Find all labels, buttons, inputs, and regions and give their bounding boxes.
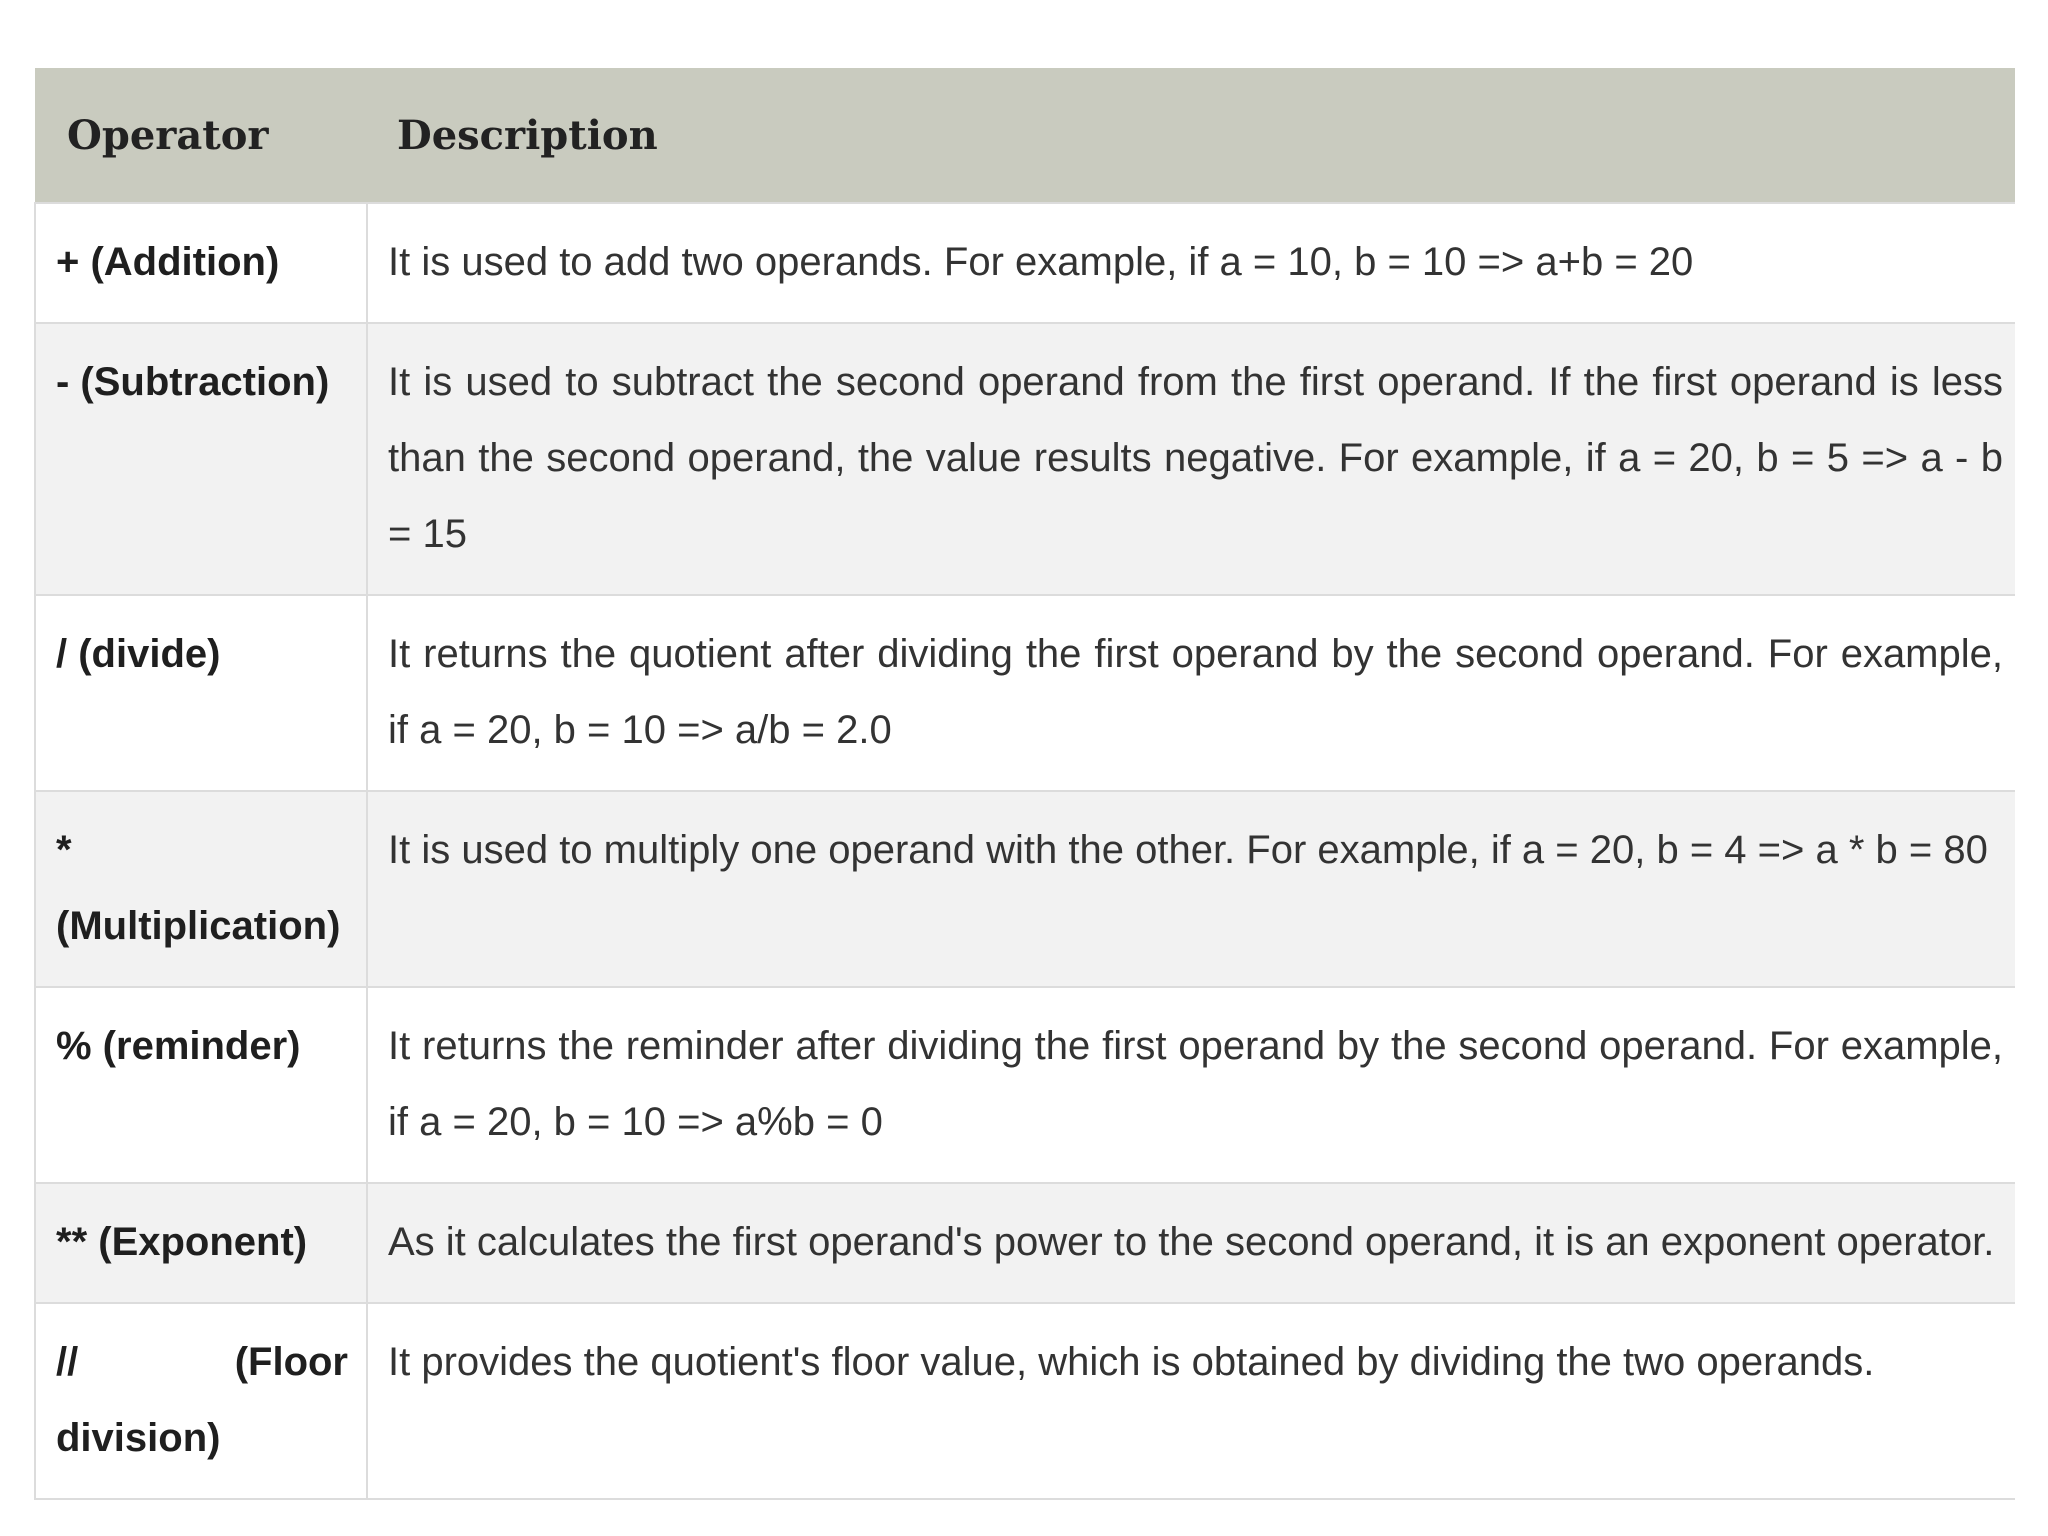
header-operator: Operator bbox=[67, 111, 269, 159]
table-row bbox=[35, 203, 2015, 323]
table-row bbox=[35, 987, 2015, 1183]
operator-cell: * (Multiplication) bbox=[35, 791, 367, 987]
operator-cell: - (Subtraction) bbox=[35, 323, 367, 595]
header-description: Description bbox=[397, 111, 658, 159]
description-cell: It returns the quotient after dividing the first operand by the second operand. For example, if a = 20, b = 10 => a/b = 2.0 bbox=[367, 595, 2015, 791]
operators-table bbox=[34, 68, 2015, 1500]
operator-cell: ** (Exponent) bbox=[35, 1183, 367, 1303]
description-cell: It is used to multiply one operand with the other. For example, if a = 20, b = 4 => a * b = 80 bbox=[367, 791, 2015, 987]
description-cell: It returns the reminder after dividing the first operand by the second operand. For example, if a = 20, b = 10 => a%b = 0 bbox=[367, 987, 2015, 1183]
description-cell: As it calculates the first operand's power to the second operand, it is an exponent operator. bbox=[367, 1183, 2015, 1303]
operator-cell: // (Floor division) bbox=[35, 1303, 367, 1499]
operator-cell: / (divide) bbox=[35, 595, 367, 791]
table-row bbox=[35, 1183, 2015, 1303]
operator-cell: % (reminder) bbox=[35, 987, 367, 1183]
table-row bbox=[35, 323, 2015, 595]
description-cell: It is used to add two operands. For example, if a = 10, b = 10 => a+b = 20 bbox=[367, 203, 2015, 323]
description-cell: It provides the quotient's floor value, which is obtained by dividing the two operands. bbox=[367, 1303, 2015, 1499]
operator-cell: + (Addition) bbox=[35, 203, 367, 323]
description-cell: It is used to subtract the second operand from the first operand. If the first operand is less than the second operand, the value results negative. For example, if a = 20, b = 5 => a - b = 15 bbox=[367, 323, 2015, 595]
table-row bbox=[35, 791, 2015, 987]
table-header bbox=[35, 68, 2015, 203]
table-row bbox=[35, 595, 2015, 791]
table-body bbox=[35, 203, 2015, 1499]
table-header-row bbox=[35, 68, 2015, 203]
table-row bbox=[35, 1303, 2015, 1499]
